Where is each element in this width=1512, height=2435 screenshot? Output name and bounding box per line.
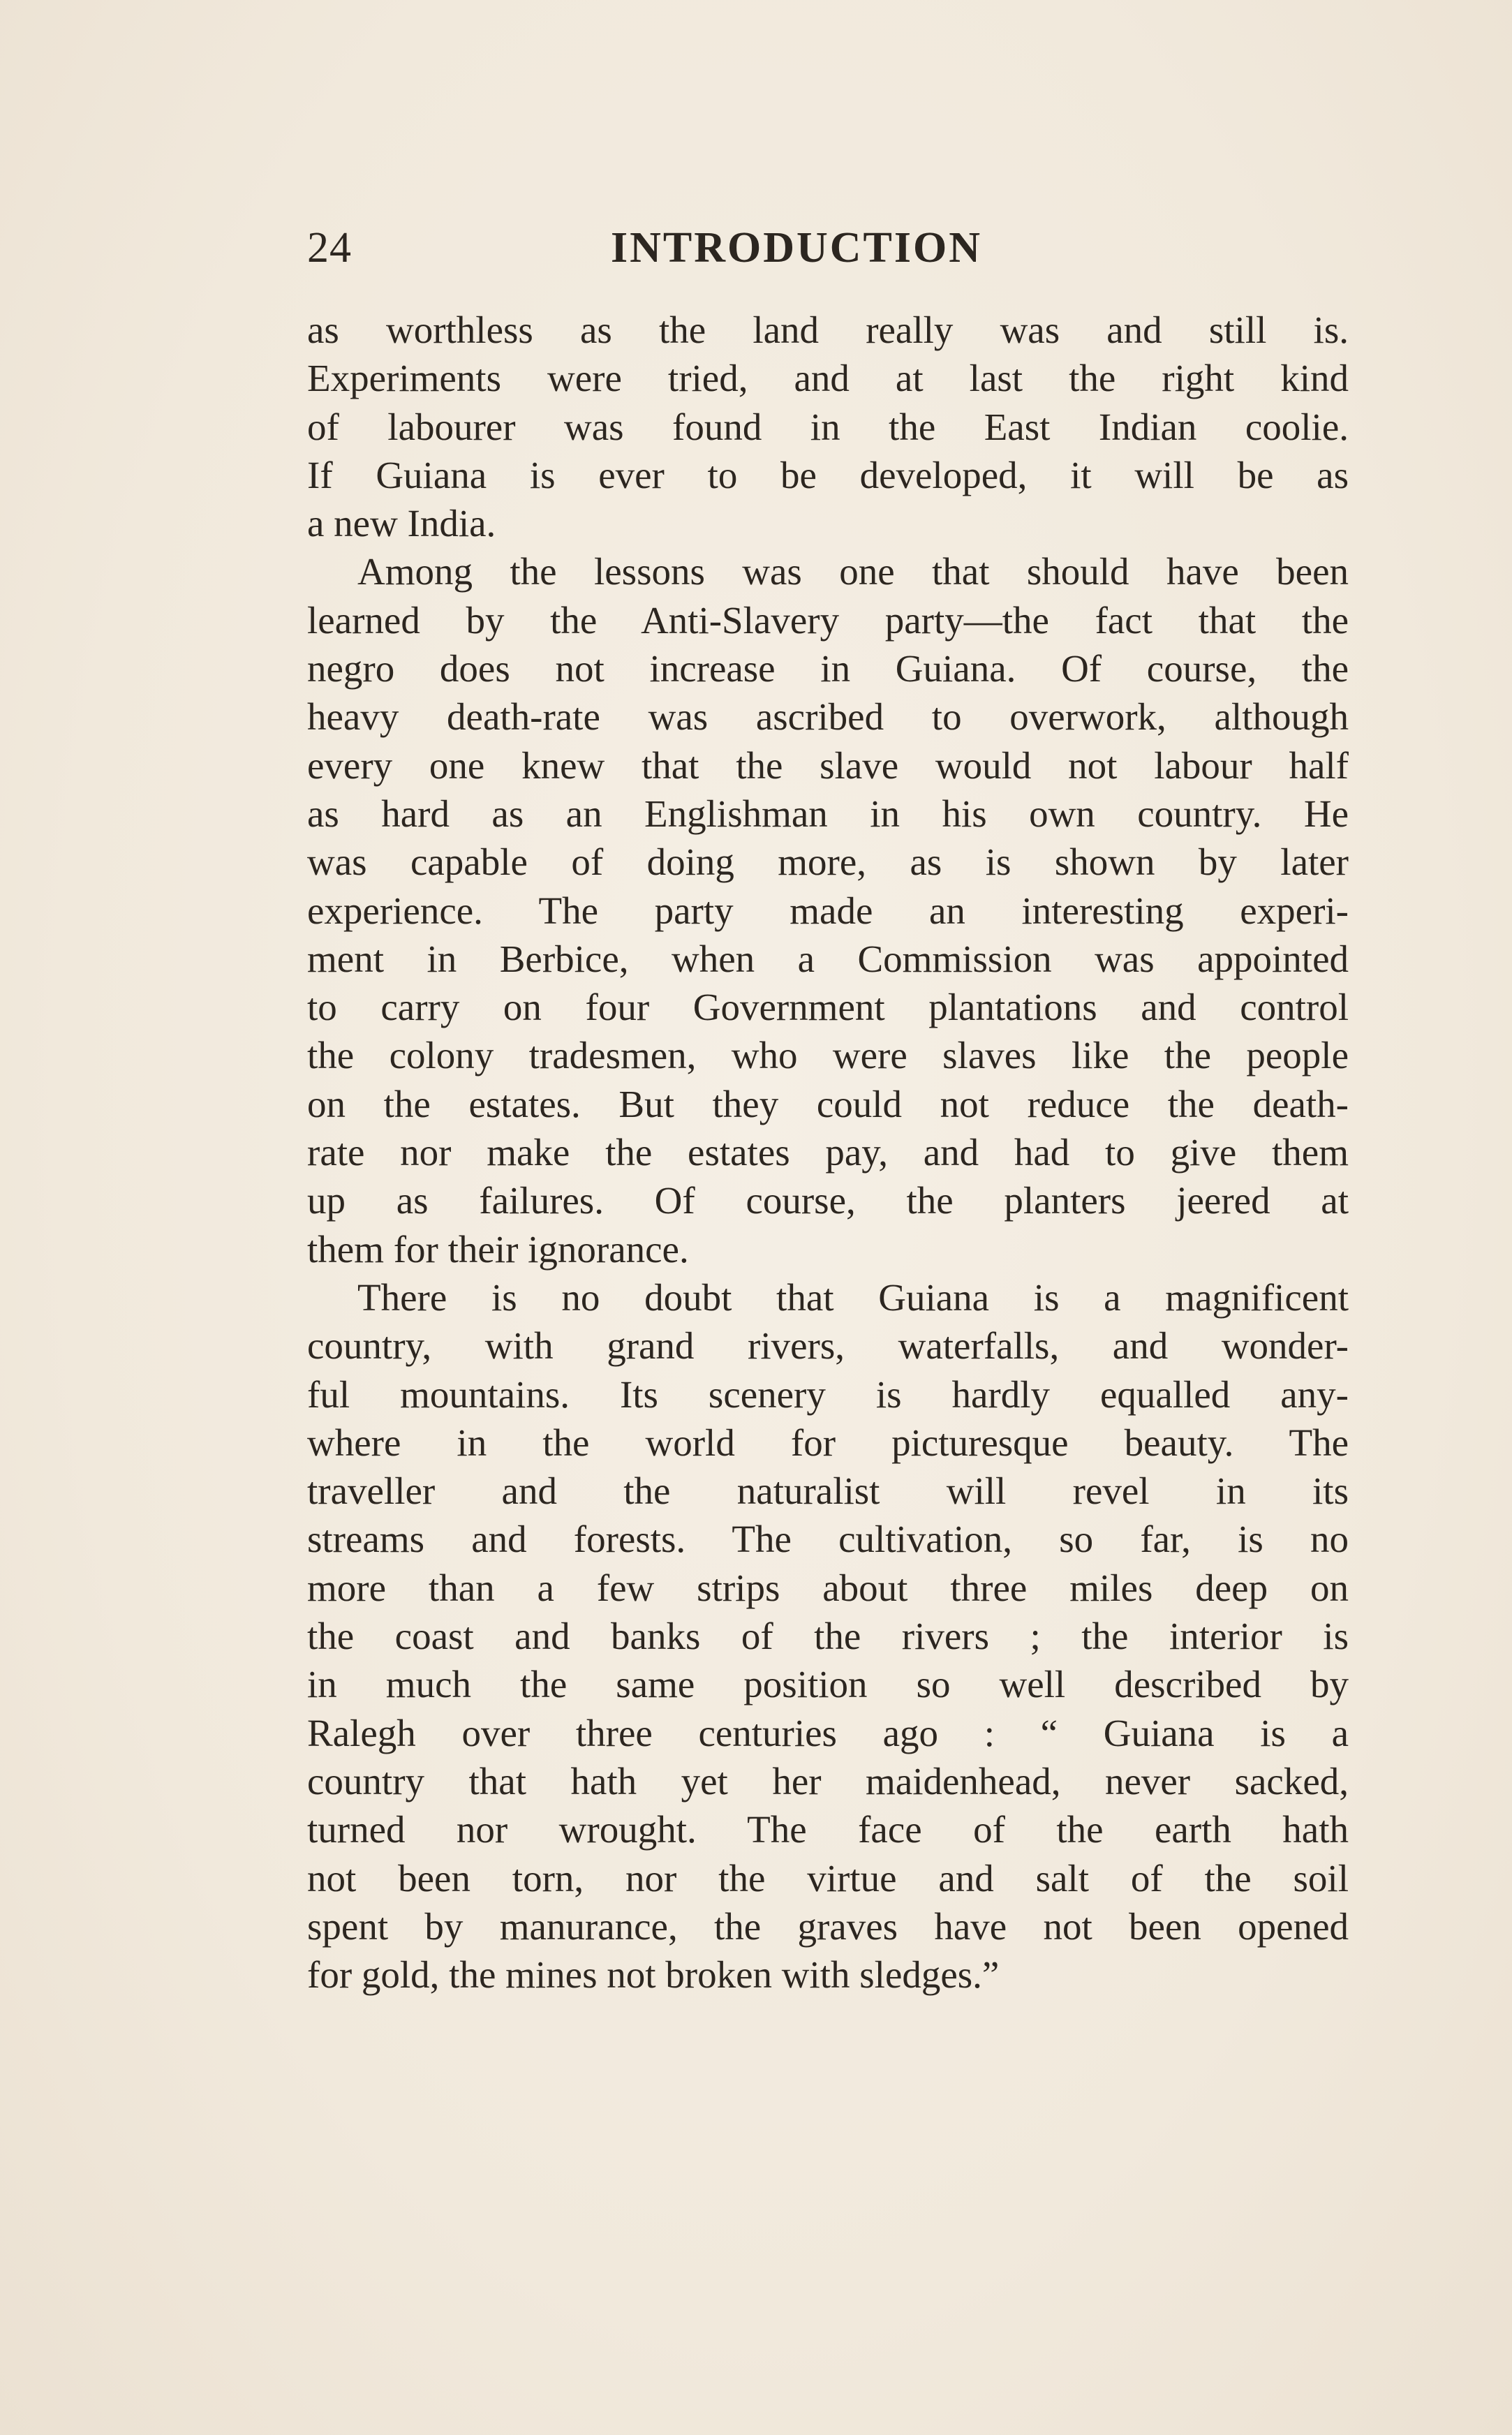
text-line: traveller and the naturalist will revel in its [307,1470,1349,1513]
text-line: the coast and banks of the rivers ; the interior is [307,1615,1349,1658]
text-line: them for their ignorance. [307,1227,689,1271]
page-number: 24 [307,224,352,272]
text-line: a new India. [307,502,496,545]
text-line: experience. The party made an interesting experi- [307,889,1349,932]
text-line: on the estates. But they could not reduce the death- [307,1082,1349,1125]
text-line: negro does not increase in Guiana. Of course, the [307,647,1349,690]
text-line: rate nor make the estates pay, and had to give them [307,1131,1349,1174]
page-header [307,220,1349,276]
text-line: to carry on four Government plantations and control [307,986,1349,1029]
text-line: in much the same position so well described by [307,1663,1349,1706]
text-line: as hard as an Englishman in his own country. He [307,792,1349,835]
text-line: more than a few strips about three miles deep on [307,1566,1349,1609]
text-line: Ralegh over three centuries ago : “ Guiana is a [307,1711,1349,1754]
text-line: heavy death-rate was ascribed to overwork, although [307,695,1349,739]
text-line: spent by manurance, the graves have not been opened [307,1904,1349,1948]
text-line: the colony tradesmen, who were slaves like the people [307,1034,1349,1077]
text-line: country that hath yet her maidenhead, never sacked, [307,1759,1349,1803]
text-line: learned by the Anti-Slavery party—the fact that the [307,598,1349,642]
text-line: Among the lessons was one that should have been [357,550,1349,593]
body-text [307,306,1349,1999]
text-line: ment in Berbice, when a Commission was appointed [307,937,1349,980]
text-line: up as failures. Of course, the planters jeered at [307,1179,1349,1222]
text-line: for gold, the mines not broken with sledges.” [307,1953,1000,1997]
text-line: where in the world for picturesque beauty. The [307,1421,1349,1464]
text-line: not been torn, nor the virtue and salt of the soil [307,1856,1349,1900]
running-head: INTRODUCTION [610,224,983,272]
text-line: country, with grand rivers, waterfalls, and wonder- [307,1324,1349,1368]
text-line: as worthless as the land really was and still is. [307,309,1349,351]
text-line: was capable of doing more, as is shown by later [307,841,1349,884]
text-line: ful mountains. Its scenery is hardly equalled any- [307,1372,1349,1416]
text-line: Experiments were tried, and at last the right kind [307,357,1349,400]
text-line: of labourer was found in the East Indian coolie. [307,405,1349,448]
text-line: streams and forests. The cultivation, so far, is no [307,1518,1349,1561]
text-line: every one knew that the slave would not labour half [307,743,1349,787]
text-line: If Guiana is ever to be developed, it will be as [307,453,1349,496]
text-line: turned nor wrought. The face of the earth hath [307,1808,1349,1851]
text-line: There is no doubt that Guiana is a magnificent [357,1275,1349,1319]
